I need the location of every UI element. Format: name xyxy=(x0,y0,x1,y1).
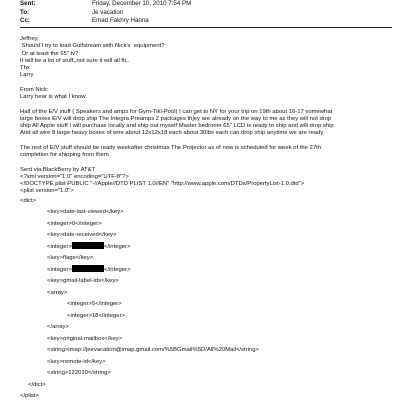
xml-line: <integer>5</integer> xyxy=(67,301,122,307)
xml-line: </dict> xyxy=(28,381,46,388)
email-header xyxy=(20,0,390,26)
paragraph-line: ship All Apple stuff I will purchase locally and ship out myself Master bedroom 65" LCD is ready to ship and will drop ship xyxy=(20,123,334,129)
paragraph-line: And all wire 8 large heavy boxes of wire about 12x12x18 each about 30lbs each can drop ship anytime we are ready xyxy=(20,130,324,137)
sent-via: Sent via BlackBerry by AT&T xyxy=(20,166,96,173)
greeting: Jeffrey, xyxy=(20,36,39,42)
sent-row xyxy=(20,0,390,9)
sent-label: Sent: xyxy=(20,0,36,7)
cc-label: Cc: xyxy=(20,17,30,24)
to-value: Je vacation xyxy=(92,8,124,16)
xml-line: <dict> xyxy=(20,197,37,204)
redaction-box xyxy=(72,242,104,249)
xml-line: <key>gmail-label-ids</key> xyxy=(47,278,119,284)
cc-row xyxy=(20,17,390,26)
paragraph-line: completion for shipping from them xyxy=(20,152,109,158)
question-line: Or at least the 65" tv? xyxy=(20,50,79,57)
xml-line: <plist version="1.0"> xyxy=(20,188,74,195)
quote-intro: Larry hear is what I know xyxy=(20,94,86,100)
paragraph-line: large boxes E/V will drop ship The Integra Preamps 2 packages thjey are already on the way to me as they will not drop xyxy=(20,115,332,122)
cc-value: Emad Fakhry Hanna xyxy=(92,17,149,24)
xml-line: <key>date-received</key> xyxy=(47,232,117,238)
from-nick: From Nick: xyxy=(20,86,49,93)
xml-line: <string>122010</string> xyxy=(47,370,111,376)
xml-line: <key>remote-id</key> xyxy=(47,358,106,365)
signature: Larry xyxy=(20,72,34,79)
message-body xyxy=(20,36,395,403)
xml-line: <?xml version="1.0" encoding="UTF-8"?> xyxy=(20,173,129,180)
question-line: It will be a lot of stuff,,not sure it will all fit,. xyxy=(20,57,130,64)
xml-line: </plist> xyxy=(20,393,39,399)
xml-tag: <integer> xyxy=(47,266,72,273)
xml-line: </array> xyxy=(47,324,69,330)
to-label: To: xyxy=(20,8,30,16)
xml-tag: </integer> xyxy=(103,243,131,250)
xml-line: <key>original-mailbox</key> xyxy=(47,335,122,342)
xml-line: <key>flags</key> xyxy=(47,255,94,261)
header-divider xyxy=(20,27,392,28)
xml-line xyxy=(20,242,395,254)
xml-line: <key>date-last-viewed</key> xyxy=(47,209,124,215)
question-line: Should I try to load Gulfstream with Nick's equipment? xyxy=(20,43,165,50)
xml-tag: </integer> xyxy=(103,266,131,273)
redaction-box xyxy=(72,265,104,272)
sent-value: Friday, December 10, 2010 7:54 PM xyxy=(92,0,192,7)
xml-tag: <integer> xyxy=(47,243,72,250)
xml-line: <array> xyxy=(47,289,68,296)
paragraph-line: Half of the E/V stuff ( Speakers and amps for Gym-Tiki-Pool) I can get to NY for your trip on 19th about 16-17 somewhat xyxy=(20,108,333,115)
xml-line: <string>imap://jeevacation@imap.gmail.com/%5BGmail%5D/All%20Mail</string> xyxy=(47,347,259,353)
xml-line xyxy=(20,265,395,277)
xml-line: <integer>18</integer> xyxy=(67,312,125,319)
xml-line: <!DOCTYPE plist PUBLIC "-//Apple//DTD PLIST 1.0//EN" "http://www.apple.com/DTDs/PropertyList-1.0.dtd"> xyxy=(20,181,305,187)
xml-line: <integer>0</integer> xyxy=(47,220,102,227)
plist-xml xyxy=(20,174,395,403)
thanks: Thx xyxy=(20,65,30,71)
to-row xyxy=(20,9,390,18)
paragraph-line: The rest of E/V stuff should be ready weekafter christmas The Projector as of now is scheduled for week of the 27th xyxy=(20,144,322,151)
